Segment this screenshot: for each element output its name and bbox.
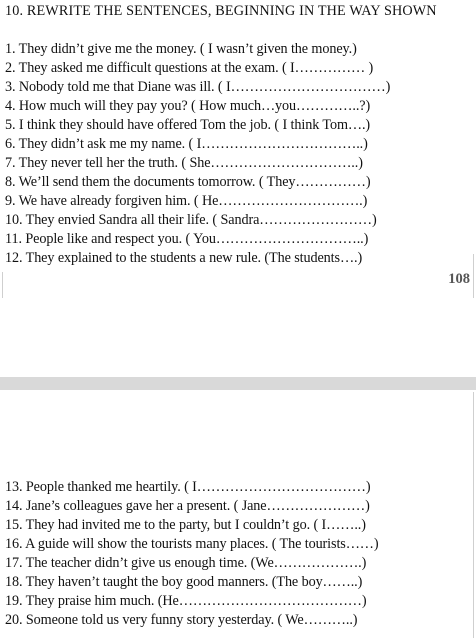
exercise-heading: 10. REWRITE THE SENTENCES, BEGINNING IN THE WAY SHOWN — [5, 3, 437, 19]
sentence-item: 8. We’ll send them the documents tomorrow. ( They……………) — [5, 174, 371, 190]
sentence-item: 17. The teacher didn’t give us enough time. (We……………….) — [5, 555, 367, 571]
sentence-item: 6. They didn’t ask me my name. ( I……………………………..) — [5, 136, 368, 152]
sentence-item: 7. They never tell her the truth. ( She…………………………..) — [5, 155, 363, 171]
page-separator — [0, 377, 476, 390]
page-bottom — [0, 392, 476, 638]
page-gap — [0, 300, 476, 392]
sentence-item: 13. People thanked me heartily. ( I………………………………) — [5, 479, 371, 495]
sentence-item: 4. How much will they pay you? ( How much…you…………..?) — [5, 98, 371, 114]
sentence-item: 12. They explained to the students a new rule. (The students….) — [5, 250, 363, 266]
sentence-item: 18. They haven’t taught the boy good manners. (The boy……..) — [5, 574, 363, 590]
sentence-item: 11. People like and respect you. ( You…………………………..) — [5, 231, 369, 247]
sentence-item: 19. They praise him much. (He…………………………………) — [5, 593, 367, 609]
sentence-item: 14. Jane’s colleagues gave her a present. ( Jane…………………) — [5, 498, 370, 514]
sentence-item: 3. Nobody told me that Diane was ill. ( I……………………………) — [5, 79, 391, 95]
sentence-item: 15. They had invited me to the party, but I couldn’t go. ( I……..) — [5, 517, 366, 533]
page-edge-rule — [2, 272, 3, 298]
sentence-item: 5. I think they should have offered Tom the job. ( I think Tom….) — [5, 117, 371, 133]
page-top — [0, 0, 476, 300]
page-number: 108 — [448, 271, 470, 287]
page-edge-rule-right — [473, 254, 474, 298]
sentence-item: 1. They didn’t give me the money. ( I wasn’t given the money.) — [5, 41, 357, 57]
sentence-item: 20. Someone told us very funny story yesterday. ( We………..) — [5, 612, 358, 628]
sentence-item: 9. We have already forgiven him. ( He………………………….) — [5, 193, 368, 209]
sentence-item: 16. A guide will show the tourists many places. ( The tourists……) — [5, 536, 379, 552]
sentence-item: 10. They envied Sandra all their life. ( Sandra……………………) — [5, 212, 377, 228]
sentence-item: 2. They asked me difficult questions at the exam. ( I…………… ) — [5, 60, 374, 76]
page-edge-rule-right-bottom — [473, 392, 474, 638]
